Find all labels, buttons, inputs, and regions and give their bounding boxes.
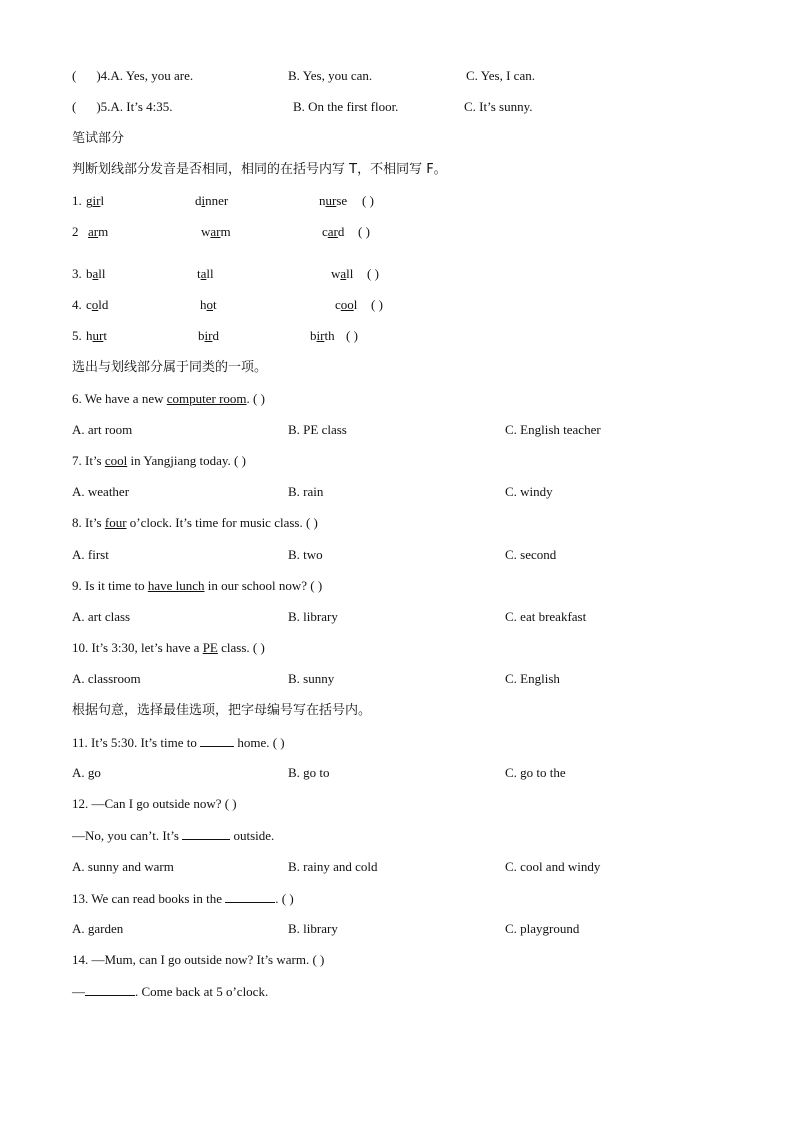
underlined-letters: o xyxy=(91,297,99,312)
phonics-word-3: wall xyxy=(331,266,354,281)
underlined-letters: ur xyxy=(325,193,337,208)
question-12-option-a: A. sunny and warm xyxy=(72,859,174,874)
phonics-word-3: card xyxy=(322,224,345,239)
question-14-reply: — . Come back at 5 o’clock. xyxy=(72,984,269,999)
question-12-option-c: C. cool and windy xyxy=(505,859,601,874)
phonics-row-number: 2 xyxy=(72,224,79,239)
answer-blank xyxy=(85,983,135,996)
underlined-letters: ir xyxy=(316,328,325,343)
question-7: 7. It’s cool in Yangjiang today. ( ) xyxy=(72,453,246,468)
question-8-option-a: A. first xyxy=(72,547,109,562)
question-6: 6. We have a new computer room. ( ) xyxy=(72,391,265,406)
question-14: 14. —Mum, can I go outside now? It’s warm. ( ) xyxy=(72,952,325,967)
question-5-option-b: B. On the first floor. xyxy=(293,99,399,114)
answer-paren: ( ) xyxy=(362,193,374,208)
question-9-option-c: C. eat breakfast xyxy=(505,609,587,624)
question-13-option-b: B. library xyxy=(288,921,338,936)
question-13-option-c: C. playground xyxy=(505,921,580,936)
underlined-letters: ar xyxy=(327,224,338,239)
underlined-letters: a xyxy=(200,266,207,281)
underlined-letters: i xyxy=(201,193,206,208)
underlined-letters: a xyxy=(92,266,99,281)
question-7-option-a: A. weather xyxy=(72,484,130,499)
answer-paren: ( ) xyxy=(371,297,383,312)
question-5-option-a: )5.A. It’s 4:35. xyxy=(96,99,173,114)
question-10-option-a: A. classroom xyxy=(72,671,141,686)
underlined-letters: ir xyxy=(92,193,101,208)
answer-blank xyxy=(200,734,234,747)
question-10: 10. It’s 3:30, let’s have a PE class. ( ) xyxy=(72,640,265,655)
phonics-row-number: 1. xyxy=(72,193,82,208)
section-best-instruction: 根据句意，选择最佳选项，把字母编号写在括号内。 xyxy=(72,703,372,718)
underlined-word: computer room xyxy=(166,391,247,406)
answer-paren: ( xyxy=(72,68,77,83)
answer-paren: ( xyxy=(72,99,77,114)
phonics-word-3: nurse xyxy=(319,193,348,208)
underlined-letters: ar xyxy=(88,224,99,239)
underlined-word: PE xyxy=(202,640,218,655)
answer-paren: ( ) xyxy=(367,266,379,281)
question-10-option-b: B. sunny xyxy=(288,671,335,686)
answer-paren: ( ) xyxy=(358,224,370,239)
question-11: 11. It’s 5:30. It’s time to home. ( ) xyxy=(72,735,285,750)
underlined-letters: oo xyxy=(340,297,354,312)
question-7-option-b: B. rain xyxy=(288,484,324,499)
question-5 xyxy=(72,99,173,115)
question-9-option-a: A. art class xyxy=(72,609,131,624)
phonics-word-2: bird xyxy=(198,328,219,343)
phonics-word-1: ball xyxy=(86,266,106,281)
phonics-word-2: hot xyxy=(200,297,217,312)
answer-blank xyxy=(182,827,230,840)
phonics-word-3: birth xyxy=(310,328,335,343)
question-6-option-b: B. PE class xyxy=(288,422,347,437)
question-4-option-c: C. Yes, I can. xyxy=(466,68,535,83)
question-12-reply: —No, you can’t. It’s outside. xyxy=(72,828,275,843)
question-12: 12. —Can I go outside now? ( ) xyxy=(72,796,237,811)
underlined-word: four xyxy=(104,515,127,530)
question-6-option-c: C. English teacher xyxy=(505,422,601,437)
question-7-option-c: C. windy xyxy=(505,484,553,499)
underlined-letters: ar xyxy=(210,224,221,239)
underlined-letters: a xyxy=(340,266,347,281)
phonics-row-number: 5. xyxy=(72,328,82,343)
phonics-word-3: cool xyxy=(335,297,358,312)
question-4-option-a: )4.A. Yes, you are. xyxy=(96,68,194,83)
phonics-word-1: girl xyxy=(86,193,105,208)
question-4 xyxy=(72,68,193,84)
question-6-option-a: A. art room xyxy=(72,422,133,437)
phonics-word-1: arm xyxy=(88,224,109,239)
section-written-heading: 笔试部分 xyxy=(72,131,125,146)
question-12-option-b: B. rainy and cold xyxy=(288,859,378,874)
question-11-option-a: A. go xyxy=(72,765,101,780)
question-9-option-b: B. library xyxy=(288,609,338,624)
phonics-row-number: 4. xyxy=(72,297,82,312)
underlined-word: have lunch xyxy=(147,578,205,593)
phonics-word-2: dinner xyxy=(195,193,229,208)
answer-blank xyxy=(225,890,275,903)
question-11-option-c: C. go to the xyxy=(505,765,566,780)
section-category-instruction: 选出与划线部分属于同类的一项。 xyxy=(72,360,268,375)
underlined-letters: ur xyxy=(92,328,104,343)
phonics-word-2: tall xyxy=(197,266,214,281)
question-13: 13. We can read books in the . ( ) xyxy=(72,891,294,906)
question-13-option-a: A. garden xyxy=(72,921,124,936)
underlined-letters: o xyxy=(206,297,213,312)
phonics-row-number: 3. xyxy=(72,266,82,281)
question-8: 8. It’s four o’clock. It’s time for music class. ( ) xyxy=(72,515,318,530)
question-5-option-c: C. It’s sunny. xyxy=(464,99,533,114)
underlined-letters: ir xyxy=(204,328,213,343)
question-10-option-c: C. English xyxy=(505,671,560,686)
underlined-word: cool xyxy=(104,453,128,468)
phonics-word-1: cold xyxy=(86,297,109,312)
question-8-option-c: C. second xyxy=(505,547,557,562)
phonics-word-1: hurt xyxy=(86,328,107,343)
question-9: 9. Is it time to have lunch in our school now? ( ) xyxy=(72,578,323,593)
answer-paren: ( ) xyxy=(346,328,358,343)
phonics-word-2: warm xyxy=(201,224,231,239)
question-4-option-b: B. Yes, you can. xyxy=(288,68,373,83)
question-8-option-b: B. two xyxy=(288,547,323,562)
section-phonics-instruction: 判断划线部分发音是否相同，相同的在括号内写 T，不相同写 F。 xyxy=(72,162,447,177)
question-11-option-b: B. go to xyxy=(288,765,330,780)
